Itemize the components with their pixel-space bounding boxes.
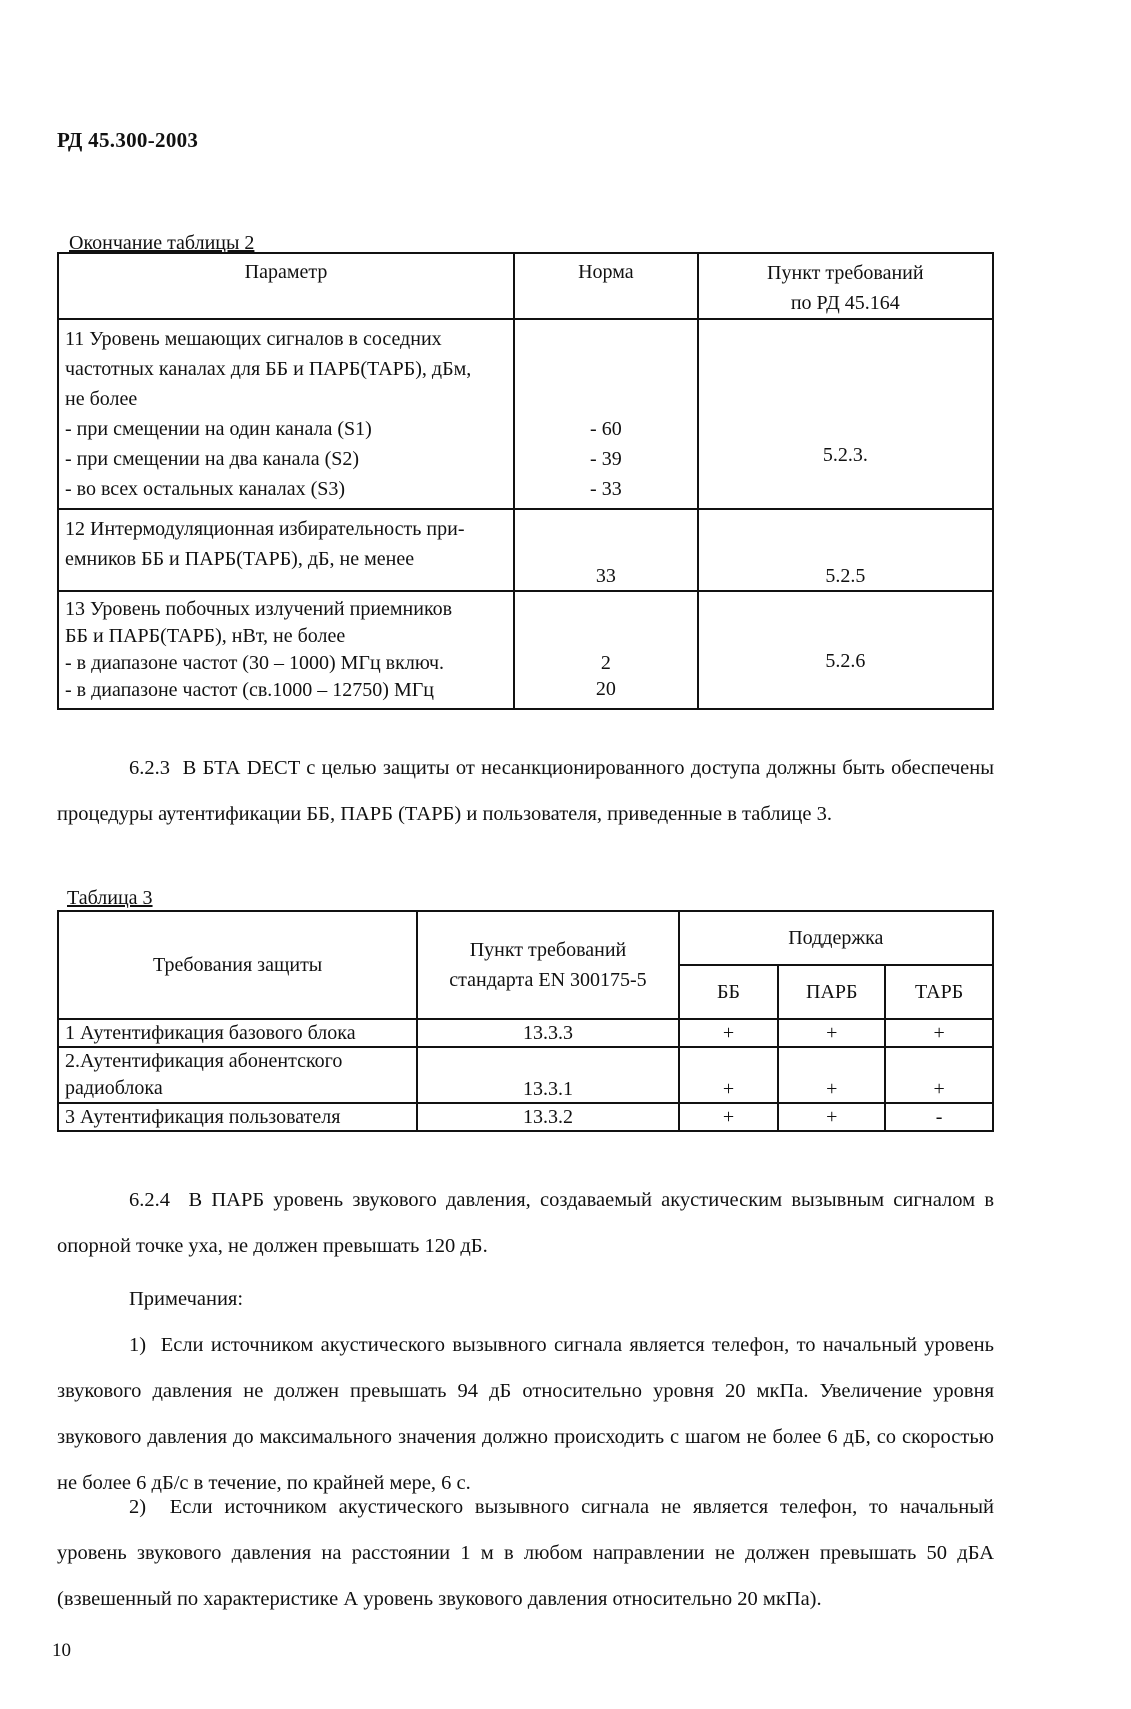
table3-header-parb: ПАРБ xyxy=(778,965,885,1019)
table3-row-1 xyxy=(58,1019,993,1047)
table3-row-3-ref: 13.3.2 xyxy=(417,1103,678,1131)
table2-row-12 xyxy=(58,509,993,591)
note-number: 2) xyxy=(129,1496,147,1518)
note-1 xyxy=(57,1322,994,1506)
table2-row-11 xyxy=(58,319,993,509)
table2-header-row xyxy=(58,253,993,319)
paragraph-number: 6.2.3 xyxy=(129,757,170,779)
table2 xyxy=(57,252,994,710)
table2-row-13-param xyxy=(58,591,514,709)
table-value: - 33 xyxy=(590,478,622,500)
table-line: не более xyxy=(65,388,138,410)
table2-row-11-norm xyxy=(514,319,698,509)
table2-row-12-param xyxy=(58,509,514,591)
table-line: - при смещении на два канала (S2) xyxy=(65,448,360,470)
table3-row-2-ref: 13.3.1 xyxy=(417,1047,678,1103)
table2-header-ref xyxy=(698,253,993,319)
table2-row-12-norm: 33 xyxy=(514,509,698,591)
paragraph-6-2-4 xyxy=(57,1177,994,1269)
table2-header-norm: Норма xyxy=(514,253,698,319)
table3-row-1-parb: + xyxy=(778,1019,885,1047)
table3-row-2-bb: + xyxy=(679,1047,779,1103)
table-line: 11 Уровень мешающих сигналов в соседних xyxy=(65,328,442,350)
note-text: Если источником акустического вызывного сигнала является телефон, то начальный уровень звукового давления не должен превышать 94 дБ относительно уровня 20 мкПа. Увеличение уровня звукового давления до максимального значения должно происходить с шагом не более 6 дБ, со скоростью не более 6 дБ/с в течение, по крайней мере, 6 с. xyxy=(57,1334,994,1494)
paragraph-6-2-3 xyxy=(57,745,994,837)
table-line: - в диапазоне частот (св.1000 – 12750) МГц xyxy=(65,679,434,701)
table3-header-support: Поддержка xyxy=(679,911,993,965)
notes-heading xyxy=(57,1276,994,1322)
table3-row-2-name xyxy=(58,1047,417,1103)
table2-row-13 xyxy=(58,591,993,709)
note-text: Если источником акустического вызывного сигнала не является телефон, то начальный уровень звукового давления на расстоянии 1 м в любом направлении не должен превышать 50 дБА (взвешенный по характеристике А уровень звукового давления относительно 20 мкПа). xyxy=(57,1496,994,1610)
document-code: РД 45.300-2003 xyxy=(57,128,199,152)
table2-caption: Окончание таблицы 2 xyxy=(69,232,255,254)
table2-header-ref-line1: Пункт требований xyxy=(767,262,924,284)
table2-row-11-param xyxy=(58,319,514,509)
table3-row-1-ref: 13.3.3 xyxy=(417,1019,678,1047)
table-line: 2.Аутентификация абонентского xyxy=(65,1050,343,1072)
table2-row-11-ref: 5.2.3. xyxy=(698,319,993,509)
table3-header-ref-line1: Пункт требований xyxy=(469,939,627,961)
table-line: частотных каналах для ББ и ПАРБ(ТАРБ), дБм, xyxy=(65,358,472,380)
table3-row-1-bb: + xyxy=(679,1019,779,1047)
table3-header-ref-line2: стандарта EN 300175-5 xyxy=(449,969,647,991)
table3-caption: Таблица 3 xyxy=(67,887,153,909)
table-line: емников ББ и ПАРБ(ТАРБ), дБ, не менее xyxy=(65,548,415,570)
table3-row-3-name: 3 Аутентификация пользователя xyxy=(58,1103,417,1131)
table3-header-tarb: ТАРБ xyxy=(885,965,993,1019)
table3-row-3 xyxy=(58,1103,993,1131)
table2-header-ref-line2: по РД 45.164 xyxy=(790,292,900,314)
table3-header-row-1 xyxy=(58,911,993,965)
table2-row-13-norm xyxy=(514,591,698,709)
table3-row-1-tarb: + xyxy=(885,1019,993,1047)
table-line: радиоблока xyxy=(65,1077,163,1099)
table3-row-3-parb: + xyxy=(778,1103,885,1131)
table-line: ББ и ПАРБ(ТАРБ), нВт, не более xyxy=(65,625,346,647)
paragraph-text: В БТА DECT с целью защиты от несанкционированного доступа должны быть обеспечены процедуры аутентификации ББ, ПАРБ (ТАРБ) и пользователя, приведенные в таблице 3. xyxy=(57,757,994,825)
table3-header-requirements: Требования защиты xyxy=(58,911,417,1019)
notes-heading-text: Примечания: xyxy=(129,1288,244,1310)
table3-row-1-name: 1 Аутентификация базового блока xyxy=(58,1019,417,1047)
table-value: - 39 xyxy=(590,448,622,470)
table-line: - во всех остальных каналах (S3) xyxy=(65,478,346,500)
paragraph-number: 6.2.4 xyxy=(129,1189,170,1211)
table-line: 13 Уровень побочных излучений приемников xyxy=(65,598,453,620)
table3-row-3-bb: + xyxy=(679,1103,779,1131)
table3-row-3-tarb: - xyxy=(885,1103,993,1131)
table-line: - при смещении на один канала (S1) xyxy=(65,418,372,440)
table-line: 12 Интермодуляционная избирательность при- xyxy=(65,518,465,540)
note-2 xyxy=(57,1484,994,1622)
table3-header-bb: ББ xyxy=(679,965,779,1019)
table3-row-2 xyxy=(58,1047,993,1103)
table2-row-13-ref: 5.2.6 xyxy=(698,591,993,709)
table3-header-ref xyxy=(417,911,678,1019)
table3-row-2-tarb: + xyxy=(885,1047,993,1103)
paragraph-text: В ПАРБ уровень звукового давления, создаваемый акустическим вызывным сигналом в опорной точке уха, не должен превышать 120 дБ. xyxy=(57,1189,995,1257)
table-value: - 60 xyxy=(590,418,622,440)
table3-row-2-parb: + xyxy=(778,1047,885,1103)
note-number: 1) xyxy=(129,1334,147,1356)
table2-row-12-ref: 5.2.5 xyxy=(698,509,993,591)
page-number: 10 xyxy=(52,1640,71,1661)
table2-header-param: Параметр xyxy=(58,253,514,319)
table-value: 20 xyxy=(595,678,616,700)
table-value: 2 xyxy=(600,652,611,674)
table3 xyxy=(57,910,994,1132)
table-line: - в диапазоне частот (30 – 1000) МГц включ. xyxy=(65,652,445,674)
